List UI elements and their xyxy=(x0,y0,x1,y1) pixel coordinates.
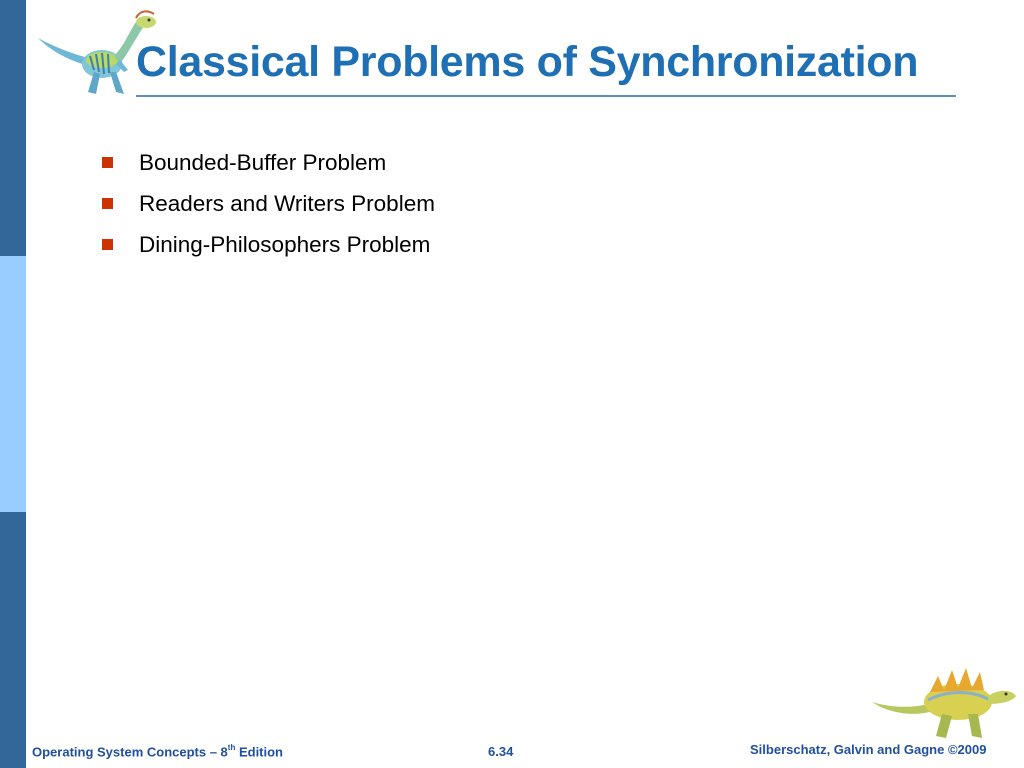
bullet-list xyxy=(102,142,435,265)
footer-book-superscript: th xyxy=(227,743,236,752)
footer-copyright: Silberschatz, Galvin and Gagne ©2009 xyxy=(750,742,987,757)
footer-book-prefix: Operating System Concepts – 8 xyxy=(32,744,228,760)
square-bullet-icon xyxy=(102,239,113,250)
dinosaur-icon xyxy=(868,656,1018,740)
bullet-text: Bounded-Buffer Problem xyxy=(139,149,387,175)
bullet-item xyxy=(102,183,435,224)
bullet-text: Dining-Philosophers Problem xyxy=(139,231,431,257)
footer-book-suffix: Edition xyxy=(235,744,284,760)
bullet-item xyxy=(102,224,435,265)
title-divider xyxy=(136,95,956,97)
bullet-text: Readers and Writers Problem xyxy=(139,190,435,216)
sidebar-accent-middle xyxy=(0,256,26,512)
sidebar-accent-bottom xyxy=(0,512,26,768)
square-bullet-icon xyxy=(102,157,113,168)
bullet-item xyxy=(102,142,435,183)
square-bullet-icon xyxy=(102,198,113,209)
footer-page-number: 6.34 xyxy=(488,744,514,759)
sidebar-accent-top xyxy=(0,0,26,256)
footer-book-title xyxy=(32,744,283,759)
page-title: Classical Problems of Synchronization xyxy=(136,38,919,86)
